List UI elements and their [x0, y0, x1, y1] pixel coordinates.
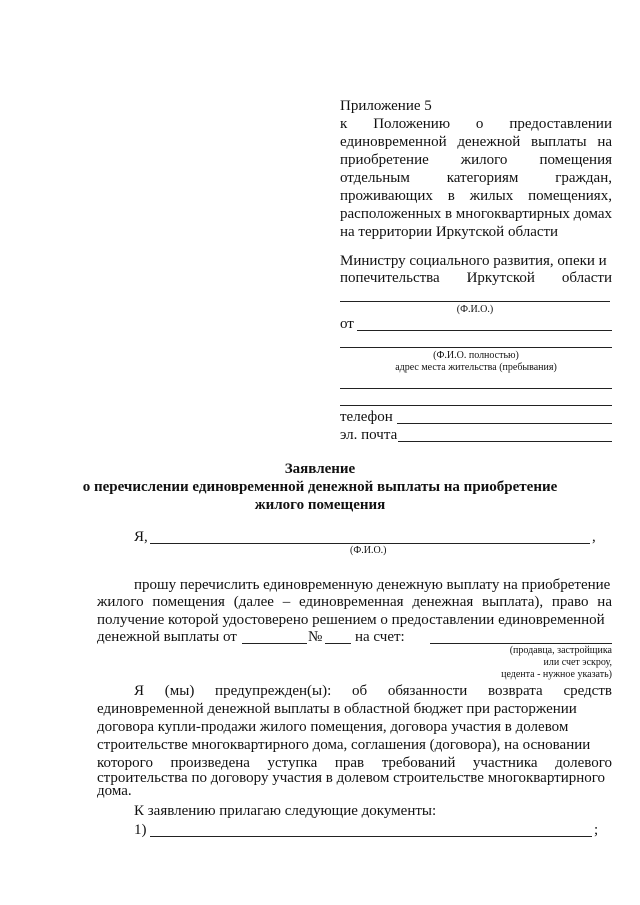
word: на	[597, 134, 612, 150]
word: помещения	[152, 594, 225, 610]
word: выплаты	[531, 134, 587, 150]
applicant-prefix: Я,	[134, 529, 148, 545]
warning-line-2	[97, 701, 612, 718]
word: на территории Иркутской области	[340, 224, 559, 240]
word: единовременная	[298, 594, 404, 610]
word: денежной	[457, 134, 521, 150]
word: граждан,	[555, 170, 612, 186]
document-subtitle-2: жилого помещения	[254, 497, 386, 513]
address-hint: адрес места жительства (пребывания)	[395, 362, 557, 373]
word: возврата	[488, 683, 543, 699]
warning-line-4	[97, 737, 612, 754]
word: категориям	[446, 170, 519, 186]
account-hint-1: (продавца, застройщика	[509, 645, 612, 656]
from-label: от	[340, 316, 354, 332]
decision-number-line	[325, 643, 351, 644]
word: денежная	[412, 594, 474, 610]
word: жилого	[97, 594, 144, 610]
applicant-fio-hint: (Ф.И.О.)	[350, 545, 387, 556]
word: (мы)	[164, 683, 195, 699]
account-hint-3: цедента - нужное указать)	[501, 669, 612, 680]
applicant-suffix: ,	[592, 529, 596, 545]
word: которого	[97, 755, 153, 771]
appendix-line-6	[340, 206, 615, 223]
word: долевого	[555, 755, 612, 771]
word: расположенных в многоквартирных домах	[340, 206, 613, 222]
address-line-1	[340, 388, 612, 389]
appendix-line-3	[340, 152, 612, 169]
word: средств	[563, 683, 612, 699]
request-line-2-text	[97, 594, 612, 611]
attachment-1-end: ;	[594, 822, 599, 838]
word: помещениях,	[528, 188, 612, 204]
word: обязанности	[387, 683, 468, 699]
word: участника	[472, 755, 538, 771]
fio-hint: (Ф.И.О.)	[456, 304, 494, 315]
applicant-fio-line	[150, 543, 590, 544]
appendix-line-5	[340, 188, 612, 205]
fio-full-hint: (Ф.И.О. полностью)	[433, 350, 519, 361]
attachment-1-number: 1)	[134, 822, 147, 838]
word: договора купли-продажи жилого помещения, договора участия в долевом	[97, 719, 569, 735]
attachments-intro: К заявлению прилагаю следующие документы:	[134, 803, 437, 819]
word: отдельным	[340, 170, 410, 186]
document-title: Заявление	[284, 461, 356, 477]
word: право	[551, 594, 589, 610]
word: строительства по договору участия в долевом строительстве многоквартирного	[97, 770, 606, 786]
appendix-line-2	[340, 134, 612, 151]
phone-label: телефон	[340, 409, 393, 425]
word: произведена	[170, 755, 250, 771]
word: единовременной денежной выплаты в областной бюджет при расторжении	[97, 701, 577, 717]
word: (далее	[233, 594, 274, 610]
word: жилого	[460, 152, 508, 168]
warning-line-7: дома.	[97, 783, 132, 799]
appendix-line-7	[340, 224, 615, 241]
warning-line-6	[97, 770, 612, 787]
addressee-line-2	[340, 270, 612, 287]
addressee-line-1	[340, 253, 612, 270]
word: требований	[381, 755, 456, 771]
word: выплата),	[482, 594, 544, 610]
word: Иркутской	[466, 270, 535, 286]
request-account-label: на счет:	[355, 629, 405, 645]
word: на	[597, 594, 612, 610]
word: приобретение	[340, 152, 429, 168]
from-line	[357, 330, 612, 331]
request-line-1: прошу перечислить единовременную денежную выплату на приобретение	[134, 577, 611, 593]
fio-full-line	[340, 347, 612, 348]
word: проживающих	[340, 188, 433, 204]
appendix-title: Приложение 5	[340, 98, 432, 114]
address-line-2	[340, 405, 612, 406]
word: –	[282, 594, 291, 610]
word: прав	[334, 755, 365, 771]
word: о	[475, 116, 484, 132]
attachment-1-line	[150, 836, 592, 837]
email-label: эл. почта	[340, 427, 398, 443]
word: предоставлении	[509, 116, 612, 132]
account-line	[430, 643, 612, 644]
warning-line-3	[97, 719, 612, 736]
warning-line-1	[134, 683, 612, 700]
word: единовременной	[340, 134, 447, 150]
word: к	[340, 116, 348, 132]
word: Я	[134, 683, 145, 699]
request-number-label: №	[308, 629, 323, 645]
request-line-3-text	[97, 612, 612, 629]
word: об	[352, 683, 368, 699]
fio-line	[340, 301, 610, 302]
word: уступка	[267, 755, 318, 771]
request-date-label: денежной выплаты от	[97, 629, 237, 645]
word: строительстве многоквартирного дома, соглашения (договора), на основании	[97, 737, 591, 753]
appendix-line-1	[340, 116, 612, 133]
appendix-line-4	[340, 170, 612, 187]
word: получение которой удостоверено решением о предоставлении единовременной	[97, 612, 605, 628]
word: предупрежден(ы):	[215, 683, 332, 699]
decision-date-line	[242, 643, 307, 644]
word: жилых	[469, 188, 514, 204]
word: помещения	[539, 152, 612, 168]
email-line	[398, 441, 612, 442]
word: Министру социального развития, опеки и	[340, 253, 607, 269]
account-hint-2: или счет эскроу,	[543, 657, 612, 668]
word: Положению	[373, 116, 451, 132]
document-subtitle-1: о перечислении единовременной денежной выплаты на приобретение	[82, 479, 558, 495]
phone-line	[397, 423, 612, 424]
word: области	[561, 270, 612, 286]
word: попечительства	[340, 270, 440, 286]
word: в	[447, 188, 455, 204]
